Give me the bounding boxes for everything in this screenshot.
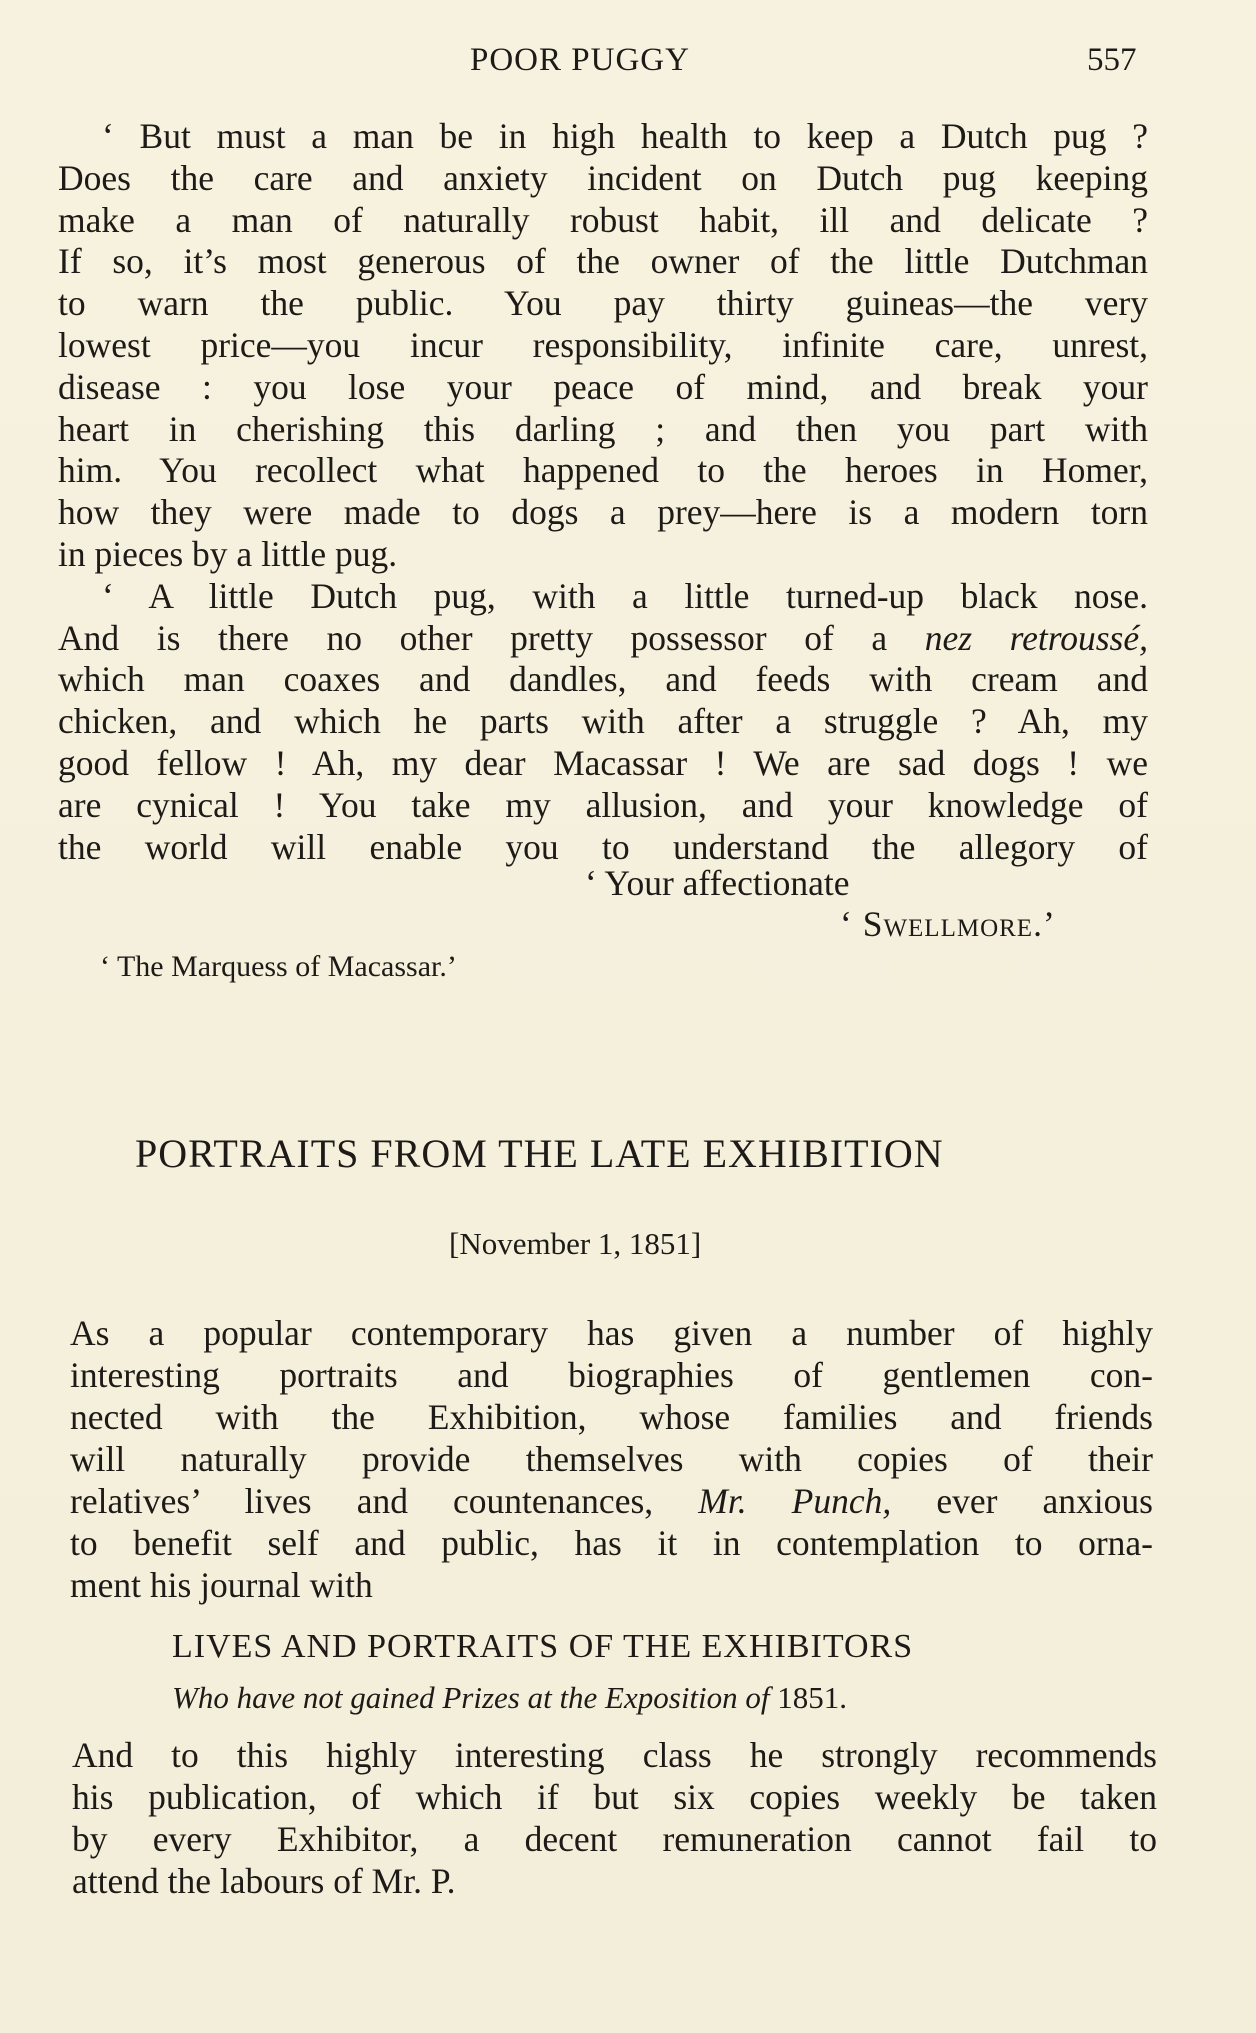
article-line: to benefit self and public, has it in contemplation to orna- <box>70 1523 1153 1563</box>
article-line: will naturally provide themselves with copies of their <box>70 1439 1153 1479</box>
article-paragraph-1 <box>70 1312 1153 1606</box>
letter-line <box>58 618 1148 660</box>
letter-body <box>58 116 1148 868</box>
article-date: [November 1, 1851] <box>449 1226 702 1261</box>
running-title: POOR PUGGY <box>470 42 690 78</box>
letter-line: lowest price—you incur responsibility, infinite care, unrest, <box>58 324 1148 365</box>
article-line <box>70 1480 1153 1522</box>
article-subhead-italic <box>172 1680 847 1716</box>
article-line: attend the labours of Mr. P. <box>72 1861 456 1901</box>
article-line: his publication, of which if but six copies weekly be taken <box>72 1777 1157 1817</box>
article-text: ever anxious <box>891 1481 1153 1521</box>
letter-line: the world will enable you to understand the allegory of <box>58 826 1148 867</box>
letter-line: If so, it’s most generous of the owner of the little Dutchman <box>58 241 1148 282</box>
article-line: by every Exhibitor, a decent remuneration cannot fail to <box>72 1819 1157 1859</box>
article-italic-name: Mr. Punch, <box>698 1481 892 1521</box>
letter-line: Does the care and anxiety incident on Dutch pug keeping <box>58 157 1148 198</box>
letter-line: good fellow ! Ah, my dear Macassar ! We are sad dogs ! we <box>58 742 1148 783</box>
letter-line: make a man of naturally robust habit, ill and delicate ? <box>58 199 1148 240</box>
article-text: relatives’ lives and countenances, <box>70 1481 699 1521</box>
letter-line: how they were made to dogs a prey—here is a modern torn <box>58 492 1148 533</box>
letter-signature: ‘ Swellmore.’ <box>840 904 1056 944</box>
letter-addressee: ‘ The Marquess of Macassar.’ <box>100 950 457 983</box>
article-line: ment his journal with <box>70 1565 373 1605</box>
subhead-year: 1851. <box>777 1680 848 1715</box>
letter-text: And is there no other pretty possessor of a <box>58 617 925 658</box>
letter-closing: ‘ Your affectionate <box>585 863 850 903</box>
article-title: PORTRAITS FROM THE LATE EXHIBITION <box>135 1131 944 1176</box>
letter-line: him. You recollect what happened to the heroes in Homer, <box>58 450 1148 491</box>
letter-line: chicken, and which he parts with after a struggle ? Ah, my <box>58 701 1148 742</box>
letter-line: ‘ A little Dutch pug, with a little turned-up black nose. <box>102 575 1148 616</box>
letter-line: ‘ But must a man be in high health to keep a Dutch pug ? <box>102 116 1148 156</box>
article-line: nected with the Exhibition, whose families and friends <box>70 1397 1153 1437</box>
article-line: And to this highly interesting class he strongly recommends <box>72 1735 1157 1775</box>
article-line: As a popular contemporary has given a number of highly <box>70 1313 1153 1353</box>
letter-line: to warn the public. You pay thirty guineas—the very <box>58 283 1148 324</box>
letter-line: disease : you lose your peace of mind, and break your <box>58 366 1148 407</box>
letter-italic-phrase: nez retroussé, <box>924 617 1148 658</box>
letter-line: are cynical ! You take my allusion, and your knowledge of <box>58 784 1148 825</box>
page-number: 557 <box>1087 42 1137 78</box>
article-paragraph-2 <box>72 1734 1157 1902</box>
letter-line: heart in cherishing this darling ; and then you part with <box>58 408 1148 449</box>
letter-line: which man coaxes and dandles, and feeds with cream and <box>58 659 1148 700</box>
letter-line: in pieces by a little pug. <box>58 533 398 574</box>
article-line: interesting portraits and biographies of gentlemen con- <box>70 1355 1153 1395</box>
subhead-italic-text: Who have not gained Prizes at the Exposition of <box>172 1680 778 1715</box>
article-subhead: LIVES AND PORTRAITS OF THE EXHIBITORS <box>172 1628 914 1665</box>
